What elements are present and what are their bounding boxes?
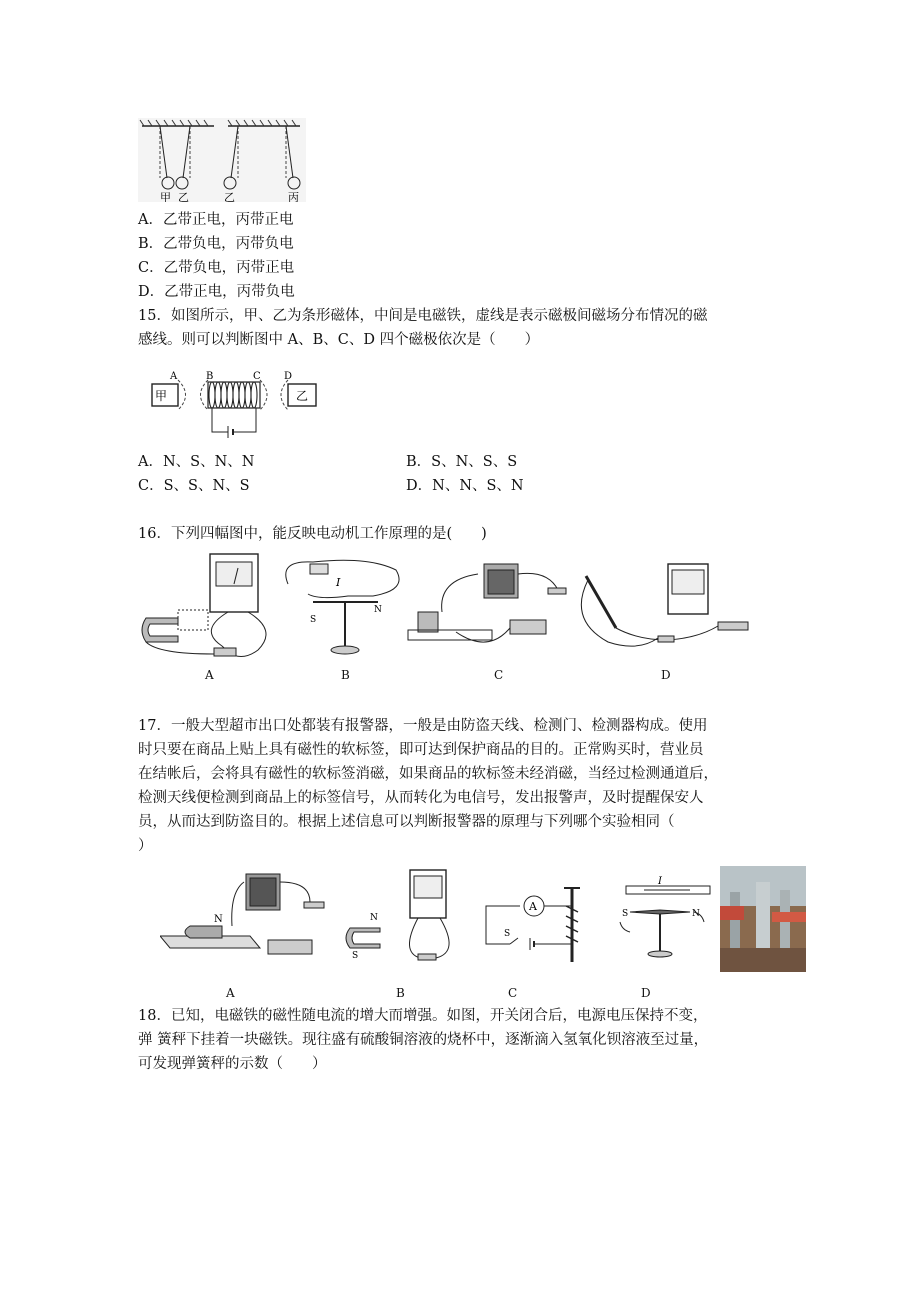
q14-label: 乙 xyxy=(178,191,189,202)
q15-label-a: A xyxy=(170,371,178,382)
q17-label-ammeter: A xyxy=(529,900,537,913)
q15-stem-line: 15．如图所示，甲、乙为条形磁体，中间是电磁铁，虚线是表示磁极间磁场分布情况的磁 xyxy=(138,308,708,324)
q17-caption-d: D xyxy=(641,986,651,1000)
q14-label: 丙 xyxy=(288,191,299,202)
q18-stem-line: 弹 簧秤下挂着一块磁铁。现往盛有硫酸铜溶液的烧杯中，逐渐滴入氢氧化钡溶液至过量， xyxy=(138,1032,709,1048)
q14-label: 乙 xyxy=(224,191,235,202)
q17-label-d-s: S xyxy=(622,909,629,919)
q18-stem-line: 18．已知，电磁铁的磁性随电流的增大而增强。如图，开关闭合后，电源电压保持不变， xyxy=(138,1008,708,1024)
q17-caption-c: C xyxy=(508,986,518,1000)
q15-figure xyxy=(150,366,320,440)
q17-label-d-n: N xyxy=(692,909,700,919)
q17-caption-a: A xyxy=(226,986,235,1000)
q17-figure xyxy=(160,862,810,980)
q15-label-d: D xyxy=(284,371,293,382)
q17-label-switch: S xyxy=(504,929,511,939)
q14-label: 甲 xyxy=(160,191,171,202)
q14-option-c: C．乙带负电，丙带正电 xyxy=(138,260,295,276)
q15-stem-line: 感线。则可以判断图中 A、B、C、D 四个磁极依次是（ ） xyxy=(138,332,540,348)
q15-label-jia: 甲 xyxy=(155,389,168,403)
q16-stem: 16．下列四幅图中，能反映电动机工作原理的是( ) xyxy=(138,526,487,542)
q15-option-a: A．N、S、N、N xyxy=(138,454,255,470)
q16-caption-a: A xyxy=(205,668,214,682)
q15-option-d: D．N、N、S、N xyxy=(406,478,524,494)
q14-figure xyxy=(138,118,306,202)
q17-caption-b: B xyxy=(396,986,405,1000)
q17-label-current: I xyxy=(658,876,662,887)
q14-option-a: A．乙带正电，丙带正电 xyxy=(138,212,294,228)
q16-caption-b: B xyxy=(341,668,350,682)
q17-stem-line: ） xyxy=(138,838,153,854)
q18-stem-line: 可发现弹簧秤的示数（ ） xyxy=(138,1056,327,1072)
q17-label-b-s: S xyxy=(352,951,359,961)
q15-label-b: B xyxy=(206,371,214,382)
q16-caption-d: D xyxy=(661,668,671,682)
q17-label-n: N xyxy=(214,914,223,925)
store-gate-photo xyxy=(720,866,806,972)
q16-label-n: N xyxy=(374,605,382,615)
q17-stem-line: 在结帐后，会将具有磁性的软标签消磁，如果商品的软标签未经消磁，当经过检测通道后， xyxy=(138,766,718,782)
q17-stem-line: 时只要在商品上贴上具有磁性的软标签，即可达到保护商品的目的。正常购买时，营业员 xyxy=(138,742,704,758)
q17-label-b-n: N xyxy=(370,913,378,923)
q17-stem-line: 检测天线便检测到商品上的标签信号，从而转化为电信号，发出报警声，及时提醒保安人 xyxy=(138,790,704,806)
q14-option-d: D．乙带正电，丙带负电 xyxy=(138,284,295,300)
q15-label-yi: 乙 xyxy=(296,389,309,403)
q16-caption-c: C xyxy=(494,668,504,682)
q17-stem-line: 17．一般大型超市出口处都装有报警器，一般是由防盗天线、检测门、检测器构成。使用 xyxy=(138,718,708,734)
q16-label-s: S xyxy=(310,615,317,625)
q15-label-c: C xyxy=(253,371,261,382)
q16-label-i: I xyxy=(336,576,341,589)
q15-option-c: C．S、S、N、S xyxy=(138,478,250,494)
q15-option-b: B．S、N、S、S xyxy=(406,454,518,470)
q17-stem-line: 员，从而达到防盗目的。根据上述信息可以判断报警器的原理与下列哪个实验相同（ xyxy=(138,814,675,830)
q14-option-b: B．乙带负电，丙带负电 xyxy=(138,236,294,252)
